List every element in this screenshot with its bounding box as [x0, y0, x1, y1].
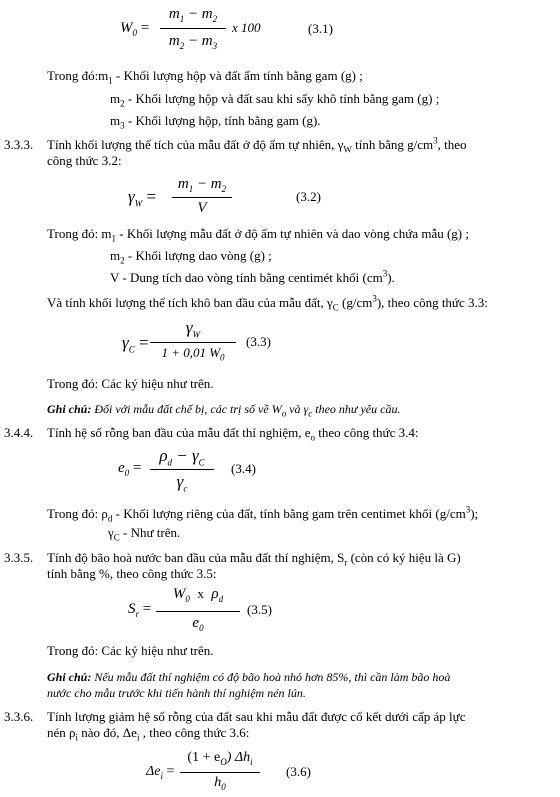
eq31-numerator: $m_1 - m_2$ — [168, 6, 218, 24]
s333-line1: Tính khối lượng thể tích của mẫu đất ở độ ẩm tự nhiên, $\gamma_W$ tính bằng $g/cm^3$, theo — [47, 135, 467, 155]
p1-line-a: Trong $đó:m_1$ - Khối lượng hộp và đất ẩm tính bằng gam (g) ; — [47, 68, 363, 86]
eq33-fraction-bar — [150, 342, 236, 343]
p1-line-c: $m_3$ - Khối lượng hộp, tính bằng gam (g). — [110, 113, 321, 131]
eq35-label: (3.5) — [247, 602, 272, 617]
note-1: Ghi chú: Đối với mẫu đất chế bị, các trị số về $W_o$ và $\gamma_c$ theo như yêu cầu. — [47, 402, 401, 419]
eq34-lhs: $e_0$ = — [118, 460, 142, 478]
p2-line-b: $m_2$ - Khối lượng dao vòng (g) ; — [110, 248, 272, 266]
p5-line-a: Trong đó: $\rho_d$ - Khối lượng riêng của đất, tính bằng gam trên centimet khối $(g/cm^3)$; — [47, 504, 479, 524]
eq32-lhs: $\gamma_W$ = — [128, 187, 157, 209]
eq35-numerator: $W_0$ x $\rho_d$ — [172, 586, 224, 604]
s333-line2: công thức 3.2: — [47, 153, 122, 168]
section-number-333: 3.3.3. — [4, 137, 34, 152]
eq31-fraction-bar — [160, 28, 226, 29]
p6-line: Trong đó: Các ký hiệu như trên. — [47, 643, 214, 658]
section-number-336: 3.3.6. — [4, 709, 34, 724]
eq35-fraction-bar — [156, 611, 240, 612]
eq34-fraction-bar — [150, 469, 214, 470]
eq32-denominator: V — [197, 200, 207, 216]
eq33-denominator: 1 + 0,01 $W_0$ — [161, 345, 225, 363]
s335-line1: Tính độ bão hoà nước ban đầu của mẫu đất thí nghiệm, $S_r$ (còn có ký hiệu là G) — [47, 550, 461, 568]
section-number-335: 3.3.5. — [4, 550, 34, 565]
eq33-lhs: $\gamma_C$ = — [122, 333, 149, 355]
eq31-label: (3.1) — [308, 21, 333, 36]
p4-line: Trong đó: Các ký hiệu như trên. — [47, 376, 214, 391]
eq32-fraction-bar — [172, 197, 232, 198]
eq31-lhs: $W_0$ = — [120, 20, 150, 38]
p5-line-b: $\gamma_C$ - Như trên. — [108, 525, 181, 543]
p1-line-b: $m_2$ - Khối lượng hộp và đất sau khi sấy khô tính bằng gam (g) ; — [110, 91, 440, 109]
eq31-tail: x 100 — [232, 20, 261, 35]
eq33-numerator: $\gamma_W$ — [185, 318, 201, 340]
eq36-label: (3.6) — [286, 764, 311, 779]
eq33-label: (3.3) — [246, 334, 271, 349]
p2-line-c: V - Dung tích dao vòng tính bằng centimét khối $(cm^3)$. — [110, 268, 395, 285]
eq36-fraction-bar — [180, 772, 260, 773]
s336-line1: Tính lượng giảm hệ số rỗng của đất sau khi mẫu đất được cố kết dưới cấp áp lực — [47, 709, 466, 724]
note-2-line1: Ghi chú: Nếu mẫu đất thí nghiệm có độ bão hoà nhỏ hơn 85%, thì cần làm bão hoà — [47, 670, 451, 684]
eq36-lhs: $\Delta e_i$ = — [146, 764, 175, 781]
s335-line2: tính bằng %, theo công thức 3.5: — [47, 566, 217, 581]
note-2-line2: nước cho mẫu trước khi tiến hành thí nghiệm nén lún. — [47, 686, 306, 700]
eq34-numerator: $\rho_d - \gamma_C$ — [159, 446, 205, 468]
p2-line-a: Trong đó: $m_1$ - Khối lượng mẫu đất ở độ ẩm tự nhiên và dao vòng chứa mẫu (g) ; — [47, 226, 469, 244]
p3-line: Và tính khối lượng thể tích khô ban đầu của mẫu đất, $\gamma_C$ $(g/cm^3)$, theo công thức 3.3: — [47, 293, 488, 313]
s344-line1: Tính hệ số rỗng ban đầu của mẫu đất thí nghiệm, $e_o$ theo công thức 3.4: — [47, 425, 419, 443]
eq34-label: (3.4) — [231, 461, 256, 476]
section-number-344: 3.4.4. — [4, 425, 34, 440]
eq31-denominator: $m_2 - m_3$ — [168, 33, 218, 51]
eq32-numerator: $m_1 - m_2$ — [177, 176, 227, 194]
eq34-denominator: $\gamma_c$ — [176, 472, 188, 494]
s336-line2: nén $\rho_i$ nào đó, $\Delta e_i$ , theo công thức 3.6: — [47, 725, 250, 743]
eq36-numerator: $(1 + e_O)$ $\Delta h_i$ — [187, 750, 253, 767]
eq32-label: (3.2) — [296, 189, 321, 204]
eq35-denominator: $e_0$ — [192, 615, 204, 633]
eq36-denominator: $h_0$ — [214, 775, 226, 792]
eq35-lhs: $S_r$ = — [128, 601, 152, 619]
